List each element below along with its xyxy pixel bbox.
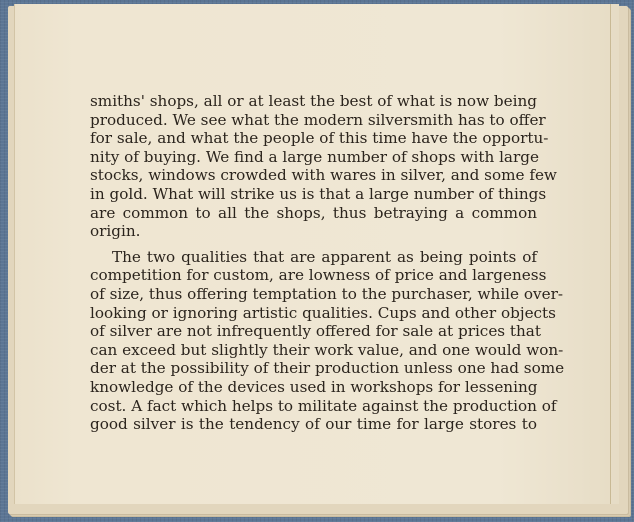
text-line: der at the possibility of their production unless one had some xyxy=(90,359,565,378)
page-edge xyxy=(610,4,611,504)
text-line: produced. We see what the modern silversmith has to offer xyxy=(90,110,546,129)
text-line: good silver is the tendency of our time for large stores to xyxy=(90,415,537,434)
text-line: nity of buying. We find a large number of shops with large xyxy=(90,147,539,166)
text-line: competition for custom, are lowness of price and largeness xyxy=(90,266,547,285)
text-line: stocks, windows crowded with wares in silver, and some few xyxy=(90,166,557,185)
text-line: smiths' shops, all or at least the best of what is now being xyxy=(90,92,537,110)
text-line: knowledge of the devices used in workshops for lessening xyxy=(90,377,538,396)
text-line: in gold. What will strike us is that a large number of things xyxy=(90,184,547,203)
text-line: looking or ignoring artistic qualities. Cups and other objects xyxy=(90,303,556,322)
text-line: of silver are not infrequently offered for sale at prices that xyxy=(90,322,541,341)
paragraph-2 xyxy=(90,247,565,434)
text-line: can exceed but slightly their work value, and one would won- xyxy=(90,340,564,359)
text-line: are common to all the shops, thus betraying a common xyxy=(90,203,537,222)
text-line: origin. xyxy=(90,222,141,241)
text-line: of size, thus offering temptation to the purchaser, while over- xyxy=(90,284,563,303)
text-line: for sale, and what the people of this time have the opportu- xyxy=(90,129,549,148)
body-text xyxy=(90,92,565,434)
text-line: cost. A fact which helps to militate against the production of xyxy=(90,396,557,415)
paragraph-1 xyxy=(90,92,557,241)
text-line: The two qualities that are apparent as being points of xyxy=(112,247,537,266)
